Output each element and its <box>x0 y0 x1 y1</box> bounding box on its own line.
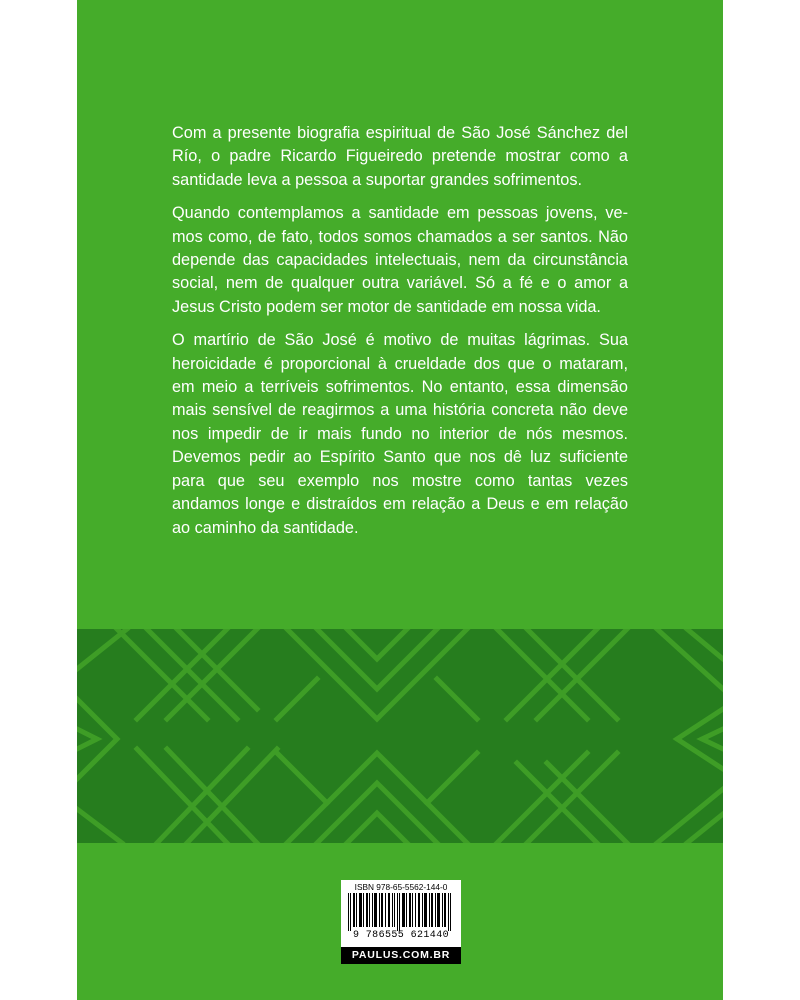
blurb-paragraph-2: Quando contemplamos a santidade em pessoas jovens, vemos como, de fato, todos somos chamados a ser santos. Não depende das capacidades intelectuais, nem da circunstância social, nem de qualquer outra variável. Só a fé e o amor a Jesus Cristo podem ser motor de santidade em nossa vida. <box>172 204 628 316</box>
publisher-url: PAULUS.COM.BR <box>341 947 461 964</box>
barcode-digits: 9 786555 621440 <box>352 930 449 941</box>
isbn-barcode-box <box>341 880 461 964</box>
decorative-pattern-band <box>77 629 723 843</box>
isbn-label: ISBN 978-65-5562-144-0 <box>354 882 448 892</box>
barcode-icon <box>346 893 456 931</box>
blurb-text <box>172 122 628 550</box>
blurb-paragraph-1: Com a presente biografia espiritual de São José Sánchez del Río, o padre Ricardo Figueiredo pretende mostrar como a santidade leva a pessoa a suportar grandes sofrimentos. <box>172 124 628 189</box>
back-cover <box>77 0 723 1000</box>
chevron-pattern <box>77 629 723 843</box>
blurb-paragraph-3: O martírio de São José é motivo de muitas lágrimas. Sua heroicidade é proporcional à crueldade dos que o mataram, em meio a terríveis sofrimentos. No entanto, essa dimensão mais sensível de reagirmos a uma história concreta não deve nos impedir de ir mais fundo no interior de nós mesmos. Devemos pedir ao Espírito Santo que nos dê luz suficiente para que seu exemplo nos mostre como tantas vezes andamos longe e distraídos em relação a Deus e em relação ao caminho da santidade. <box>172 331 628 537</box>
